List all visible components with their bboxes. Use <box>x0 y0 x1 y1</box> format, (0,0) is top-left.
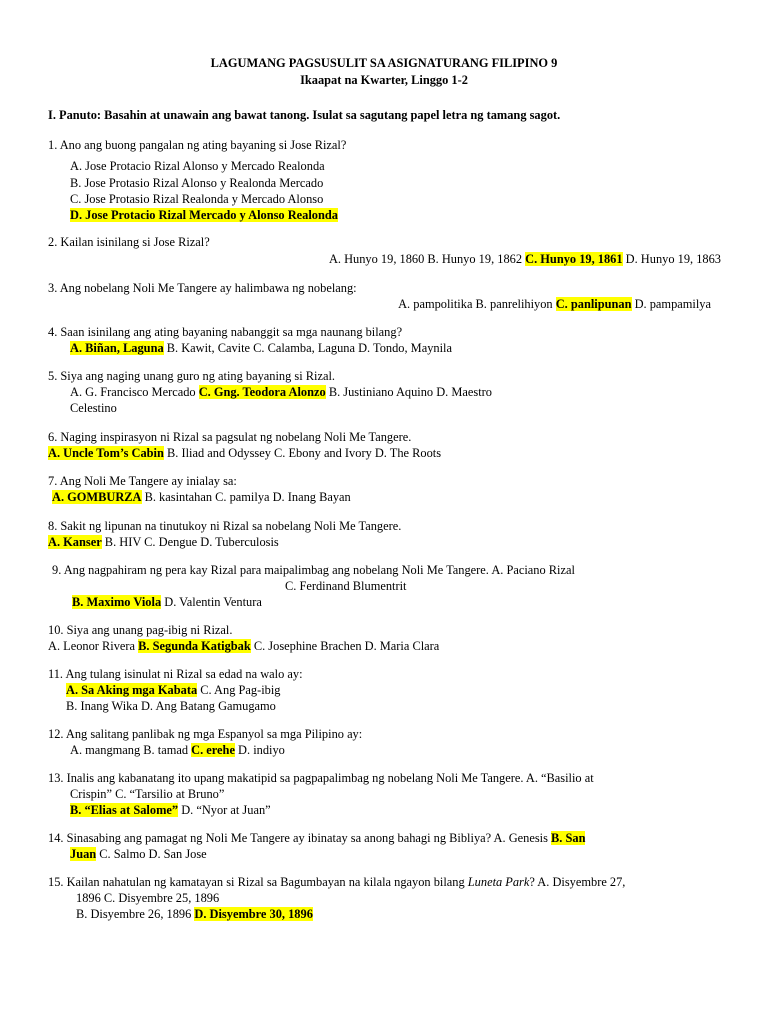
q8-options-post: B. HIV C. Dengue D. Tuberculosis <box>101 535 279 549</box>
q6-options-post: B. Iliad and Odyssey C. Ebony and Ivory D. The Roots <box>163 446 442 460</box>
q4-options-post: B. Kawit, Cavite C. Calamba, Laguna D. Tondo, Maynila <box>163 341 452 355</box>
question-9: 9. Ang nagpahiram ng pera kay Rizal para maipalimbag ang nobelang Noli Me Tangere. A. Paciano Rizal <box>52 563 575 577</box>
question-14 <box>48 830 585 846</box>
question-5: 5. Siya ang naging unang guro ng ating bayaning si Rizal. <box>48 369 335 383</box>
q10-options <box>48 638 439 654</box>
q7-options-post: B. kasintahan C. pamilya D. Inang Bayan <box>141 490 351 504</box>
q10-options-pre: A. Leonor Rivera <box>48 639 139 653</box>
q15-options-pre: B. Disyembre 26, 1896 <box>76 907 195 921</box>
question-1: 1. Ano ang buong pangalan ng ating bayaning si Jose Rizal? <box>48 138 347 152</box>
q3-options-post: D. pampamilya <box>631 297 711 311</box>
q9-options-post: D. Valentin Ventura <box>161 595 262 609</box>
question-6: 6. Naging inspirasyon ni Rizal sa pagsulat ng nobelang Noli Me Tangere. <box>48 430 412 444</box>
question-3: 3. Ang nobelang Noli Me Tangere ay halimbawa ng nobelang: <box>48 281 357 295</box>
q10-answer-highlight: B. Segunda Katigbak <box>138 639 251 653</box>
question-15 <box>48 874 625 890</box>
question-2: 2. Kailan isinilang si Jose Rizal? <box>48 235 210 249</box>
q15-answer-highlight: D. Disyembre 30, 1896 <box>194 907 313 921</box>
q3-options <box>398 296 711 312</box>
q1-option-b: B. Jose Protasio Rizal Alonso y Realonda Mercado <box>70 176 324 190</box>
q2-options-post: D. Hunyo 19, 1863 <box>622 252 721 266</box>
q15-italic-place: Luneta Park <box>467 875 530 889</box>
q7-answer-highlight: A. GOMBURZA <box>52 490 142 504</box>
q14-answer-highlight-part2: Juan <box>70 847 97 861</box>
question-11: 11. Ang tulang isinulat ni Rizal sa edad na walo ay: <box>48 667 303 681</box>
question-12: 12. Ang salitang panlibak ng mga Espanyol sa mga Pilipino ay: <box>48 727 363 741</box>
q12-answer-highlight: C. erehe <box>191 743 235 757</box>
q5-options <box>70 384 492 400</box>
q11-options-line3: B. Inang Wika D. Ang Batang Gamugamo <box>66 699 276 713</box>
q14-options <box>70 846 207 862</box>
q2-options-pre: A. Hunyo 19, 1860 B. Hunyo 19, 1862 <box>328 252 526 266</box>
q15-question-post: ? A. Disyembre 27, <box>529 875 626 889</box>
q1-option-c: C. Jose Protasio Rizal Realonda y Mercado Alonso <box>70 192 324 206</box>
q1-option-a: A. Jose Protacio Rizal Alonso y Mercado Realonda <box>70 159 325 173</box>
q10-options-post: C. Josephine Brachen D. Maria Clara <box>250 639 440 653</box>
q2-options <box>329 251 721 267</box>
q5-answer-highlight: C. Gng. Teodora Alonzo <box>198 385 326 399</box>
question-10: 10. Siya ang unang pag-ibig ni Rizal. <box>48 623 233 637</box>
q15-options-line2: 1896 C. Disyembre 25, 1896 <box>76 891 220 905</box>
q9-options <box>72 594 262 610</box>
q13-answer-highlight: B. “Elias at Salome” <box>70 803 179 817</box>
q4-answer-highlight: A. Biñan, Laguna <box>70 341 164 355</box>
q8-options <box>48 534 279 550</box>
q14-question-text: 14. Sinasabing ang pamagat ng Noli Me Tangere ay ibinatay sa anong bahagi ng Bibliya? A. Genesis <box>48 831 552 845</box>
question-8: 8. Sakit ng lipunan na tinutukoy ni Rizal sa nobelang Noli Me Tangere. <box>48 519 402 533</box>
q15-options <box>76 906 313 922</box>
question-13: 13. Inalis ang kabanatang ito upang makatipid sa pagpapalimbag ng nobelang Noli Me Tangere. A. “Basilio at <box>48 771 594 785</box>
q9-answer-highlight: B. Maximo Viola <box>72 595 162 609</box>
q13-options <box>70 802 271 818</box>
q8-answer-highlight: A. Kanser <box>48 535 102 549</box>
q11-options <box>66 682 280 698</box>
q15-question-text: 15. Kailan nahatulan ng kamatayan si Rizal sa Bagumbayan na kilala ngayon bilang <box>48 875 468 889</box>
question-7: 7. Ang Noli Me Tangere ay inialay sa: <box>48 474 237 488</box>
q14-options-post: C. Salmo D. San Jose <box>96 847 207 861</box>
q5-options-cont: Celestino <box>70 401 117 415</box>
q11-answer-highlight: A. Sa Aking mga Kabata <box>66 683 198 697</box>
document-title: LAGUMANG PAGSUSULIT SA ASIGNATURANG FILIPINO 9 <box>210 56 558 70</box>
q9-option-c: C. Ferdinand Blumentrit <box>285 579 407 593</box>
document-subtitle: Ikaapat na Kwarter, Linggo 1-2 <box>300 73 468 87</box>
q6-answer-highlight: A. Uncle Tom’s Cabin <box>48 446 164 460</box>
q13-options-post: D. “Nyor at Juan” <box>178 803 271 817</box>
q3-options-pre: A. pampolitika B. panrelihiyon <box>398 297 556 311</box>
q11-options-post: C. Ang Pag-ibig <box>197 683 281 697</box>
question-4: 4. Saan isinilang ang ating bayaning nabanggit sa mga naunang bilang? <box>48 325 403 339</box>
q3-answer-highlight: C. panlipunan <box>555 297 632 311</box>
q5-options-post: B. Justiniano Aquino D. Maestro <box>325 385 492 399</box>
q7-options <box>52 489 351 505</box>
q5-options-pre: A. G. Francisco Mercado <box>70 385 199 399</box>
q12-options-post: D. indiyo <box>234 743 285 757</box>
q14-answer-highlight-part1: B. San <box>551 831 586 845</box>
q4-options <box>70 340 452 356</box>
q2-answer-highlight: C. Hunyo 19, 1861 <box>525 252 623 266</box>
q12-options <box>70 742 285 758</box>
instructions: I. Panuto: Basahin at unawain ang bawat tanong. Isulat sa sagutang papel letra ng tamang sagot. <box>48 108 561 122</box>
q12-options-pre: A. mangmang B. tamad <box>70 743 192 757</box>
q6-options <box>48 445 441 461</box>
q1-answer-highlight: D. Jose Protacio Rizal Mercado y Alonso Realonda <box>70 208 338 222</box>
q13-options-line2: Crispin” C. “Tarsilio at Bruno” <box>70 787 225 801</box>
